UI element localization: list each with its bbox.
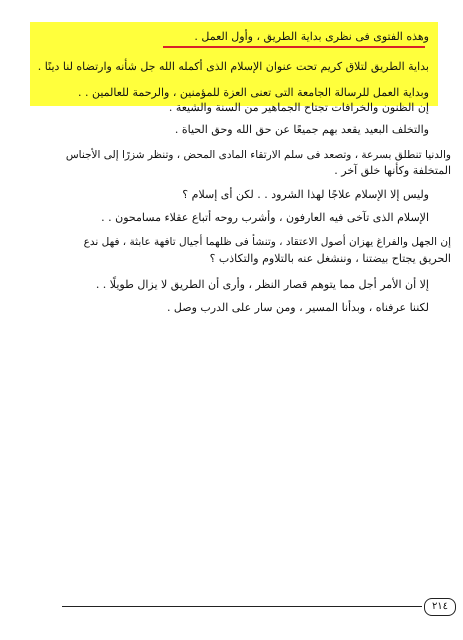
paragraph-line: إلا أن الأمر أجل مما يتوهم قصار النظر ، وأرى أن الطريق لا يزال طويلًا . . xyxy=(95,278,429,291)
page-number: ٢١٤ xyxy=(424,598,456,616)
paragraph-line: إن الظنون والخرافات تجتاح الجماهير من السنة والشيعة . xyxy=(168,101,429,114)
paragraph-line: والدنيا تنطلق بسرعة ، وتصعد فى سلم الارتقاء المادى المحض ، وتنظر شزرًا إلى الأجناس xyxy=(65,149,451,161)
paragraph-line: لكننا عرفناه ، وبدأنا المسير ، ومن سار على الدرب وصل . xyxy=(166,301,429,314)
highlighted-line: بداية الطريق لتلاق كريم تحت عنوان الإسلام الذى أكمله الله جل شأنه وارتضاه لنا دينًا . xyxy=(37,60,429,73)
footer-rule xyxy=(62,606,422,607)
paragraph-line: المتخلفة وكأنها خلق آخر . xyxy=(334,164,451,177)
red-underline-mark xyxy=(163,46,425,48)
paragraph-line: وليس إلا الإسلام علاجًا لهذا الشرود . . لكن أى إسلام ؟ xyxy=(182,188,429,201)
paragraph-line: إن الجهل والفراغ يهزان أصول الاعتقاد ، وتنشأ فى ظلهما أجيال تافهة عابثة ، فهل ندع xyxy=(83,236,451,248)
paragraph-line: والتخلف البعيد يقعد بهم جميعًا عن حق الله وحق الحياة . xyxy=(174,123,429,136)
paragraph-line: الإسلام الذى تآخى فيه العارفون ، وأشرب روحه أتباع عقلاء مسامحون . . xyxy=(101,211,429,224)
paragraph-line: الحريق يجتاح بيضتنا ، وننشغل عنه بالتلاوم والتكاذب ؟ xyxy=(209,252,451,265)
highlighted-line: وهذه الفتوى فى نظرى بداية الطريق ، وأول العمل . xyxy=(194,30,429,43)
highlighted-line: وبداية العمل للرسالة الجامعة التى تعنى العزة للمؤمنين ، والرحمة للعالمين . . xyxy=(77,86,429,99)
